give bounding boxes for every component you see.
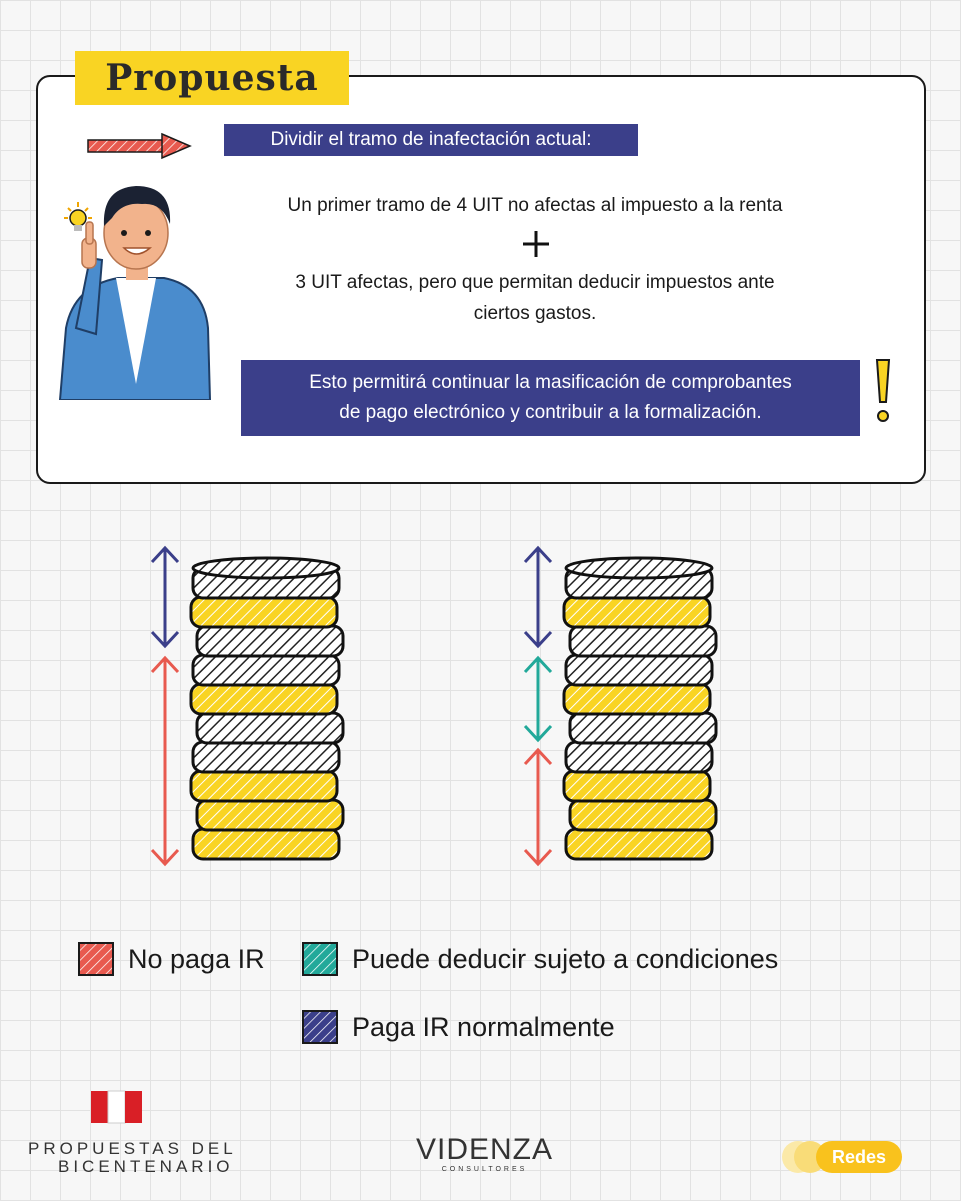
peru-flag-icon — [90, 1090, 144, 1126]
coin — [191, 597, 337, 627]
coin — [193, 655, 339, 685]
coin — [564, 771, 710, 801]
brand-left-line-2: BICENTENARIO — [58, 1157, 234, 1176]
second-bracket-text-1: 3 UIT afectas, pero que permitan deducir impuestos ante — [295, 272, 775, 293]
coin — [193, 829, 339, 859]
coin-top — [566, 558, 712, 578]
brand-left-line-1: PROPUESTAS DEL — [28, 1139, 237, 1158]
second-bracket-text-2: ciertos gastos. — [473, 303, 597, 324]
first-bracket-text: Un primer tramo de 4 UIT no afectas al impuesto a la renta — [287, 195, 783, 216]
legend-label-paga-normal: Paga IR normalmente — [352, 1011, 615, 1042]
coin — [566, 829, 712, 859]
coin — [193, 742, 339, 772]
legend-label-puede-deducir: Puede deducir sujeto a condiciones — [352, 943, 779, 974]
coin-stack-right — [564, 558, 716, 859]
coin — [566, 742, 712, 772]
proposal-tag-label: Propuesta — [105, 57, 319, 99]
left-red-arrow — [152, 658, 178, 864]
videnza-logo — [416, 1134, 553, 1174]
coin — [564, 684, 710, 714]
propuestas-bicentenario-logo — [28, 1140, 237, 1176]
impact-note-line-1: Esto permitirá continuar la masificación de comprobantes — [309, 372, 792, 393]
videnza-logo-subtext: CONSULTORES — [441, 1166, 528, 1173]
legend-swatch-teal — [302, 942, 338, 976]
legend-swatch-navy — [302, 1010, 338, 1044]
coin — [564, 597, 710, 627]
legend-swatch-red — [78, 942, 114, 976]
impact-note-line-2: de pago electrónico y contribuir a la formalización. — [339, 402, 762, 423]
coin-top — [193, 558, 339, 578]
coin — [570, 800, 716, 830]
left-navy-arrow — [152, 548, 178, 646]
redes-button[interactable]: Redes — [816, 1141, 902, 1173]
coin — [566, 655, 712, 685]
coin — [570, 626, 716, 656]
coin — [197, 626, 343, 656]
legend-no-paga — [78, 942, 265, 976]
coin — [191, 684, 337, 714]
right-navy-arrow — [525, 548, 551, 646]
legend-paga-normal — [302, 1010, 615, 1044]
legend-label-no-paga: No paga IR — [128, 943, 265, 974]
coin — [570, 713, 716, 743]
coin — [197, 800, 343, 830]
coin — [197, 713, 343, 743]
headline-banner: Dividir el tramo de inafectación actual: — [224, 124, 638, 156]
videnza-logo-text: VIDENZA — [416, 1133, 554, 1166]
coin — [191, 771, 337, 801]
legend-puede-deducir — [302, 942, 778, 976]
coin-stack-left — [191, 558, 343, 859]
right-teal-arrow — [525, 658, 551, 740]
right-red-arrow — [525, 750, 551, 864]
